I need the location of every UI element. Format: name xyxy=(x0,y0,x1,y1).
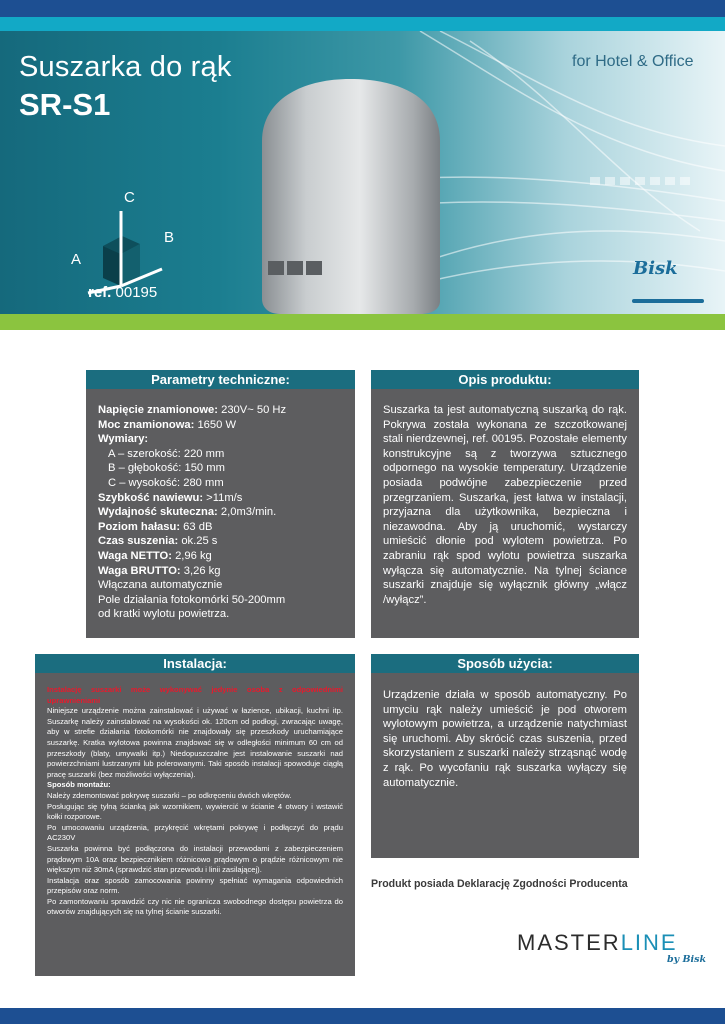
mounting-step: Po umocowaniu urządzenia, przykręcić wkrętami pokrywę i podłączyć do prądu AC230V xyxy=(47,822,343,843)
logo-line: LINE xyxy=(620,930,678,955)
param-value: 2,0m3/min. xyxy=(217,506,277,519)
description-heading: Opis produktu: xyxy=(371,370,639,389)
param-line xyxy=(98,505,286,520)
green-divider-bar xyxy=(0,314,725,330)
product-model: SR-S1 xyxy=(19,87,111,122)
top-navy-bar xyxy=(0,0,725,17)
param-value: 3,26 kg xyxy=(180,564,221,577)
param-line xyxy=(98,447,286,462)
mounting-step: Instalacja oraz sposób zamocowania powinny spełniać wymagania odpowiednich przepisów oraz norm. xyxy=(47,875,343,896)
param-value: >11m/s xyxy=(203,491,243,504)
params-list xyxy=(98,403,286,622)
param-label: Waga NETTO: xyxy=(98,549,172,562)
param-label: Waga BRUTTO: xyxy=(98,564,181,577)
reference-number xyxy=(88,284,157,301)
tagline: for Hotel & Office xyxy=(572,53,694,70)
param-value: ok.25 s xyxy=(178,535,218,548)
dimension-label-b: B xyxy=(164,229,175,246)
installation-warning: Instalację suszarki może wykonywać jedynie osoba z odpowiednimi uprawnieniami xyxy=(47,685,343,705)
installation-intro: Niniejsze urządzenie można zainstalować i używać w łazience, ubikacji, kuchni itp. Suszarkę należy zainstalować na wysokości ok. 120cm od podłogi, zwracając uwagę, aby w strefie działania fotokomórki nie znajdowały się przeszkody uruchamiające suszarkę. Kratka wylotowa powinna znajdować się w odległości minimum 60 cm od przeszkody (blaty, umywalki itp.) Niedopuszczalne jest instalowanie suszarki nad powierzchniami lustrzanymi lub polerowanymi. Taki sposób instalacji spowoduje ciągłą pracę suszarki (bez możliwości wyłączenia). xyxy=(47,706,343,779)
param-value: Pole działania fotokomórki 50-200mm xyxy=(98,593,286,606)
installation-heading: Instalacja: xyxy=(35,654,355,673)
param-value: 1650 W xyxy=(194,418,237,431)
mounting-step: Należy zdemontować pokrywę suszarki – po odkręceniu dwóch wkrętów. xyxy=(47,790,292,800)
param-value: 2,96 kg xyxy=(171,549,212,562)
logo-master: MASTER xyxy=(517,930,621,955)
product-title: Suszarka do rąk xyxy=(19,51,232,83)
param-line xyxy=(98,578,286,593)
hero-banner xyxy=(0,31,725,314)
param-line xyxy=(98,432,286,447)
param-value: Włączana automatycznie xyxy=(98,579,223,592)
reference-value: 00195 xyxy=(115,284,158,301)
mounting-step: Posługując się tylną ścianką jak wzornikiem, wywiercić w ścianie 4 otwory i wstawić kołki rozporowe. xyxy=(47,801,343,822)
mounting-title: Sposób montażu: xyxy=(47,780,111,790)
param-line xyxy=(98,461,286,476)
usage-heading: Sposób użycia: xyxy=(371,654,639,673)
param-label: Wymiary: xyxy=(98,433,149,446)
bisk-logo: Bisk xyxy=(633,258,678,279)
param-value: C – wysokość: 280 mm xyxy=(108,476,224,489)
param-value: B – głębokość: 150 mm xyxy=(108,462,225,475)
reference-label: ref. xyxy=(88,284,112,301)
param-line xyxy=(98,491,286,506)
usage-text: Urządzenie działa w sposób automatyczny. Po umyciu rąk należy umieścić je pod otworem wylotowym powietrza, a urządzenie natychmiast się uruchomi. Aby skrócić czas suszenia, przed skorzystaniem z suszarki należy strząsnąć wodę z rąk. Po wycofaniu rąk suszarka wyłączy się automatycznie. xyxy=(383,689,627,789)
param-label: Szybkość nawiewu: xyxy=(98,491,204,504)
param-value: 63 dB xyxy=(180,520,213,533)
dimension-label-c: C xyxy=(124,189,135,206)
param-value: 230V~ 50 Hz xyxy=(217,404,287,416)
param-line xyxy=(98,418,286,433)
param-line xyxy=(98,593,286,608)
param-label: Napięcie znamionowe: xyxy=(98,404,218,416)
param-line xyxy=(98,403,286,418)
param-value: A – szerokość: 220 mm xyxy=(108,447,225,460)
description-text: Suszarka ta jest automatyczną suszarką do rąk. Pokrywa została wykonana ze szczotkowanej stali nierdzewnej, ref. 00195. Pozostałe elementy konstrukcyjne są z tworzywa sztucznego odpornego na wysokie temperatury. Urządzenie posiada podwójne zabezpieczenie przed przegrzaniem. Suszarka, jest łatwa w instalacji, przyjazna dla użytkownika, bezpieczna i niezawodna. Aby ją uruchomić, wystarczy umieścić dłonie pod wylotem powietrza. Po zabraniu rąk spod wylotu powietrza suszarka wyłącza się automatycznie. Na tylnej ściance suszarki znajduje się wyłącznik główny „włącz /wyłącz”. xyxy=(383,404,627,606)
dimension-label-a: A xyxy=(71,251,82,268)
param-label: Wydajność skuteczna: xyxy=(98,506,218,519)
param-line xyxy=(98,534,286,549)
param-line xyxy=(98,564,286,579)
masterline-logo xyxy=(517,930,678,956)
param-line xyxy=(98,607,286,622)
param-label: Moc znamionowa: xyxy=(98,418,195,431)
bottom-navy-bar xyxy=(0,1008,725,1024)
param-label: Czas suszenia: xyxy=(98,535,179,548)
top-teal-bar xyxy=(0,17,725,31)
params-heading: Parametry techniczne: xyxy=(86,370,355,389)
param-label: Poziom hałasu: xyxy=(98,520,181,533)
mounting-step: Po zamontowaniu sprawdzić czy nic nie ogranicza swobodnego dostępu powietrza do otworów znajdujących się na tylnej ścianie suszarki. xyxy=(47,896,343,917)
param-line xyxy=(98,476,286,491)
param-line xyxy=(98,520,286,535)
param-line xyxy=(98,549,286,564)
logo-subtitle: by Bisk xyxy=(667,954,707,965)
mounting-step: Suszarka powinna być podłączona do instalacji przewodami z zabezpieczeniem prądowym 10A oraz bezpiecznikiem różnicowo prądowym o prądzie różnicowym nie większym niż 30mA (sprawdzić stan przewodu i linii zasilającej). xyxy=(47,843,343,875)
param-value: od kratki wylotu powietrza. xyxy=(98,608,230,621)
installation-text xyxy=(47,685,343,918)
declaration-note: Produkt posiada Deklarację Zgodności Producenta xyxy=(371,878,628,890)
